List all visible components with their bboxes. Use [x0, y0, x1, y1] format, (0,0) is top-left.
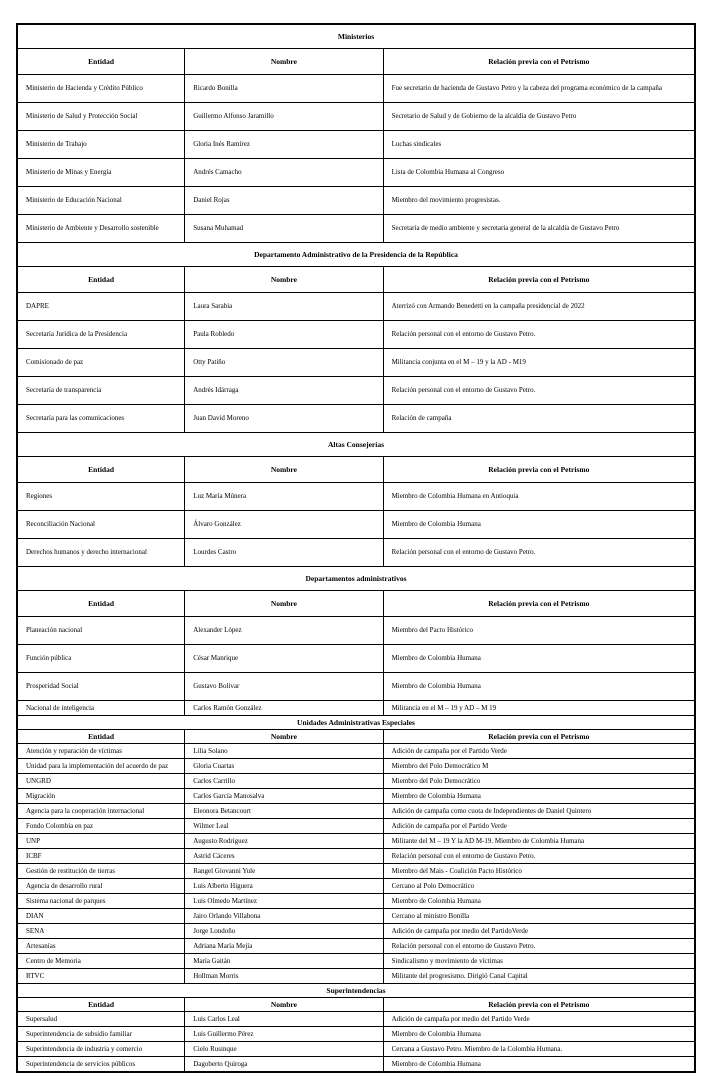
table-row: [18, 969, 695, 984]
cell-entidad: Comisionado de paz: [18, 349, 185, 377]
table-row: [18, 774, 695, 789]
cell-entidad: Centro de Memoria: [18, 954, 185, 969]
cell-relacion: Miembro del Pacto Histórico: [383, 617, 694, 645]
cell-entidad: Ministerio de Hacienda y Crédito Público: [18, 75, 185, 103]
cell-nombre: Luis Alberto Higuera: [185, 879, 383, 894]
section-table-superintendencias: [17, 983, 695, 1072]
column-header-entidad: Entidad: [18, 730, 185, 744]
cell-nombre: Jairo Orlando Villabona: [185, 909, 383, 924]
section-table-departamento-administrativo-de-la-presidencia-de-la-republica: [17, 242, 695, 433]
cell-entidad: Ministerio de Minas y Energía: [18, 159, 185, 187]
cell-entidad: Secretaría Jurídica de la Presidencia: [18, 321, 185, 349]
table-row: [18, 789, 695, 804]
cell-entidad: Unidad para la implementación del acuerdo de paz: [18, 759, 185, 774]
cell-entidad: Ministerio de Ambiente y Desarrollo sostenible: [18, 215, 185, 243]
cell-entidad: Gestión de restitución de tierras: [18, 864, 185, 879]
table-row: [18, 909, 695, 924]
cell-relacion: Miembro de Colombia Humana: [383, 1027, 694, 1042]
cell-nombre: Gloria Inés Ramírez: [185, 131, 383, 159]
section-table-ministerios: [17, 24, 695, 243]
cell-relacion: Adición de campaña por el Partido Verde: [383, 744, 694, 759]
table-row: [18, 1012, 695, 1027]
cell-nombre: Dagoberto Quiroga: [185, 1057, 383, 1072]
section-table-altas-consejerias: [17, 432, 695, 567]
cell-entidad: Atención y reparación de víctimas: [18, 744, 185, 759]
cell-nombre: Gustavo Bolívar: [185, 673, 383, 701]
cell-nombre: Jorge Londoño: [185, 924, 383, 939]
cell-relacion: Miembro del movimiento progresistas.: [383, 187, 694, 215]
column-header-relacion: Relación previa con el Petrismo: [383, 457, 694, 483]
table-row: [18, 377, 695, 405]
table-row: [18, 673, 695, 701]
column-header-entidad: Entidad: [18, 49, 185, 75]
cell-relacion: Fue secretario de hacienda de Gustavo Petro y la cabeza del programa económico de la campaña: [383, 75, 694, 103]
cell-nombre: Adriana María Mejía: [185, 939, 383, 954]
table-row: [18, 617, 695, 645]
cell-relacion: Relación personal con el entorno de Gustavo Petro.: [383, 939, 694, 954]
cell-relacion: Adición de campaña por medio del Partido Verde: [383, 1012, 694, 1027]
cell-entidad: Superintendencia de industria y comercio: [18, 1042, 185, 1057]
section-title: Ministerios: [18, 25, 695, 49]
cell-relacion: Aterrizó con Armando Benedetti en la campaña presidencial de 2022: [383, 293, 694, 321]
cell-nombre: Augusto Rodríguez: [185, 834, 383, 849]
cell-nombre: Luis Olmedo Martínez: [185, 894, 383, 909]
cell-nombre: César Manrique: [185, 645, 383, 673]
cell-entidad: DAPRE: [18, 293, 185, 321]
table-row: [18, 849, 695, 864]
table-row: [18, 879, 695, 894]
cell-entidad: Superintendencia de subsidio familiar: [18, 1027, 185, 1042]
cell-nombre: Juan David Moreno: [185, 405, 383, 433]
cell-entidad: ICBF: [18, 849, 185, 864]
column-header-entidad: Entidad: [18, 591, 185, 617]
cell-nombre: Luis Guillermo Pérez: [185, 1027, 383, 1042]
cell-nombre: Laura Sarabia: [185, 293, 383, 321]
cell-relacion: Cercana a Gustavo Petro. Miembro de la Colombia Humana.: [383, 1042, 694, 1057]
table-row: [18, 864, 695, 879]
cell-nombre: Gloria Cuartas: [185, 759, 383, 774]
column-header-relacion: Relación previa con el Petrismo: [383, 267, 694, 293]
cell-nombre: Astrid Cáceres: [185, 849, 383, 864]
cell-entidad: Derechos humanos y derecho internacional: [18, 539, 185, 567]
table-row: [18, 539, 695, 567]
section-title: Altas Consejerías: [18, 433, 695, 457]
cell-relacion: Relación personal con el entorno de Gustavo Petro.: [383, 539, 694, 567]
cell-entidad: Secretaría de transparencia: [18, 377, 185, 405]
table-row: [18, 349, 695, 377]
cell-nombre: Lourdes Castro: [185, 539, 383, 567]
column-header-relacion: Relación previa con el Petrismo: [383, 998, 694, 1012]
cell-relacion: Relación de campaña: [383, 405, 694, 433]
cell-relacion: Luchas sindicales: [383, 131, 694, 159]
cell-nombre: Guillermo Alfonso Jaramillo: [185, 103, 383, 131]
cell-entidad: UNGRD: [18, 774, 185, 789]
cell-entidad: Secretaría para las comunicaciones: [18, 405, 185, 433]
table-row: [18, 701, 695, 716]
cell-nombre: Cielo Rusinque: [185, 1042, 383, 1057]
cell-entidad: Prosperidad Social: [18, 673, 185, 701]
cell-entidad: Ministerio de Trabajo: [18, 131, 185, 159]
section-title: Departamentos administrativos: [18, 567, 695, 591]
table-row: [18, 819, 695, 834]
section-table-unidades-administrativas-especiales: [17, 715, 695, 984]
cell-entidad: Función pública: [18, 645, 185, 673]
table-row: [18, 75, 695, 103]
cell-relacion: Militante del M – 19 Y la AD M-19. Miembro de Colombia Humana: [383, 834, 694, 849]
cell-relacion: Militancia conjunta en el M – 19 y la AD - M19: [383, 349, 694, 377]
cell-entidad: Planeación nacional: [18, 617, 185, 645]
column-header-nombre: Nombre: [185, 267, 383, 293]
cell-entidad: Nacional de inteligencia: [18, 701, 185, 716]
table-row: [18, 293, 695, 321]
table-row: [18, 131, 695, 159]
cell-relacion: Lista de Colombia Humana al Congreso: [383, 159, 694, 187]
table-row: [18, 1057, 695, 1072]
cell-nombre: Wilmer Leal: [185, 819, 383, 834]
column-header-nombre: Nombre: [185, 730, 383, 744]
cell-relacion: Miembro del Mais - Coalición Pacto Histórico: [383, 864, 694, 879]
table-row: [18, 939, 695, 954]
cell-entidad: Reconciliación Nacional: [18, 511, 185, 539]
cell-relacion: Miembro de Colombia Humana en Antioquia: [383, 483, 694, 511]
table-row: [18, 894, 695, 909]
cell-relacion: Miembro de Colombia Humana: [383, 673, 694, 701]
cell-entidad: UNP: [18, 834, 185, 849]
table-row: [18, 483, 695, 511]
column-header-entidad: Entidad: [18, 998, 185, 1012]
table-row: [18, 1027, 695, 1042]
cell-nombre: Carlos García Manosalva: [185, 789, 383, 804]
table-row: [18, 954, 695, 969]
cell-nombre: Andrés Idárraga: [185, 377, 383, 405]
cell-nombre: Álvaro González: [185, 511, 383, 539]
table-row: [18, 159, 695, 187]
cell-nombre: Andrés Camacho: [185, 159, 383, 187]
cell-nombre: Hollman Morris: [185, 969, 383, 984]
table-row: [18, 405, 695, 433]
table-row: [18, 511, 695, 539]
cell-entidad: Fondo Colombia en paz: [18, 819, 185, 834]
cell-relacion: Militante del progresismo. Dirigió Canal Capital: [383, 969, 694, 984]
cell-relacion: Miembro de Colombia Humana: [383, 645, 694, 673]
column-header-entidad: Entidad: [18, 267, 185, 293]
cell-relacion: Sindicalismo y movimiento de víctimas: [383, 954, 694, 969]
column-header-nombre: Nombre: [185, 591, 383, 617]
table-row: [18, 187, 695, 215]
table-row: [18, 215, 695, 243]
table-row: [18, 1042, 695, 1057]
column-header-relacion: Relación previa con el Petrismo: [383, 49, 694, 75]
cell-relacion: Miembro del Polo Democrático: [383, 774, 694, 789]
cell-relacion: Militancia en el M – 19 y AD – M 19: [383, 701, 694, 716]
cell-relacion: Cercano al ministro Bonilla: [383, 909, 694, 924]
table-row: [18, 103, 695, 131]
cell-entidad: Migración: [18, 789, 185, 804]
table-row: [18, 804, 695, 819]
cell-entidad: Regiones: [18, 483, 185, 511]
cell-relacion: Relación personal con el entorno de Gustavo Petro.: [383, 377, 694, 405]
section-title: Superintendencias: [18, 984, 695, 998]
column-header-entidad: Entidad: [18, 457, 185, 483]
table-row: [18, 645, 695, 673]
cell-nombre: Carlos Ramón González: [185, 701, 383, 716]
cell-relacion: Secretario de Salud y de Gobierno de la alcaldía de Gustavo Petro: [383, 103, 694, 131]
cell-entidad: Agencia para la cooperación internacional: [18, 804, 185, 819]
report-table-page: [16, 23, 696, 1073]
cell-entidad: DIAN: [18, 909, 185, 924]
cell-entidad: Sistema nacional de parques: [18, 894, 185, 909]
cell-nombre: Luis Carlos Leal: [185, 1012, 383, 1027]
cell-nombre: Carlos Carrillo: [185, 774, 383, 789]
column-header-nombre: Nombre: [185, 998, 383, 1012]
cell-entidad: SENA: [18, 924, 185, 939]
table-row: [18, 321, 695, 349]
cell-nombre: Daniel Rojas: [185, 187, 383, 215]
column-header-relacion: Relación previa con el Petrismo: [383, 730, 694, 744]
cell-relacion: Cercano al Polo Democrático: [383, 879, 694, 894]
cell-relacion: Relación personal con el entorno de Gustavo Petro.: [383, 321, 694, 349]
cell-nombre: Eleonora Betancourt: [185, 804, 383, 819]
cell-entidad: Superintendencia de servicios públicos: [18, 1057, 185, 1072]
cell-nombre: María Gaitán: [185, 954, 383, 969]
table-row: [18, 759, 695, 774]
cell-relacion: Miembro de Colombia Humana: [383, 511, 694, 539]
cell-nombre: Rangel Giovanni Yule: [185, 864, 383, 879]
cell-entidad: Supersalud: [18, 1012, 185, 1027]
cell-entidad: RTVC: [18, 969, 185, 984]
cell-entidad: Agencia de desarrollo rural: [18, 879, 185, 894]
cell-entidad: Ministerio de Salud y Protección Social: [18, 103, 185, 131]
cell-entidad: Artesanías: [18, 939, 185, 954]
cell-nombre: Ricardo Bonilla: [185, 75, 383, 103]
cell-relacion: Miembro de Colombia Humana: [383, 1057, 694, 1072]
section-title: Unidades Administrativas Especiales: [18, 716, 695, 730]
cell-nombre: Lilia Solano: [185, 744, 383, 759]
table-row: [18, 744, 695, 759]
cell-relacion: Miembro de Colombia Humana: [383, 789, 694, 804]
cell-relacion: Relación personal con el entorno de Gustavo Petro.: [383, 849, 694, 864]
cell-nombre: Susana Muhamad: [185, 215, 383, 243]
cell-relacion: Secretaria de medio ambiente y secretaria general de la alcaldía de Gustavo Petro: [383, 215, 694, 243]
cell-entidad: Ministerio de Educación Nacional: [18, 187, 185, 215]
cell-relacion: Adición de campaña como cuota de Independientes de Daniel Quintero: [383, 804, 694, 819]
section-table-departamentos-administrativos: [17, 566, 695, 716]
cell-nombre: Paula Robledo: [185, 321, 383, 349]
cell-nombre: Luz María Múnera: [185, 483, 383, 511]
cell-relacion: Adición de campaña por medio del PartidoVerde: [383, 924, 694, 939]
table-row: [18, 924, 695, 939]
column-header-nombre: Nombre: [185, 49, 383, 75]
cell-relacion: Miembro del Polo Democrático M: [383, 759, 694, 774]
table-row: [18, 834, 695, 849]
column-header-nombre: Nombre: [185, 457, 383, 483]
cell-nombre: Alexander López: [185, 617, 383, 645]
cell-relacion: Adición de campaña por el Partido Verde: [383, 819, 694, 834]
cell-relacion: Miembro de Colombia Humana: [383, 894, 694, 909]
cell-nombre: Otty Patiño: [185, 349, 383, 377]
column-header-relacion: Relación previa con el Petrismo: [383, 591, 694, 617]
section-title: Departamento Administrativo de la Presidencia de la República: [18, 243, 695, 267]
